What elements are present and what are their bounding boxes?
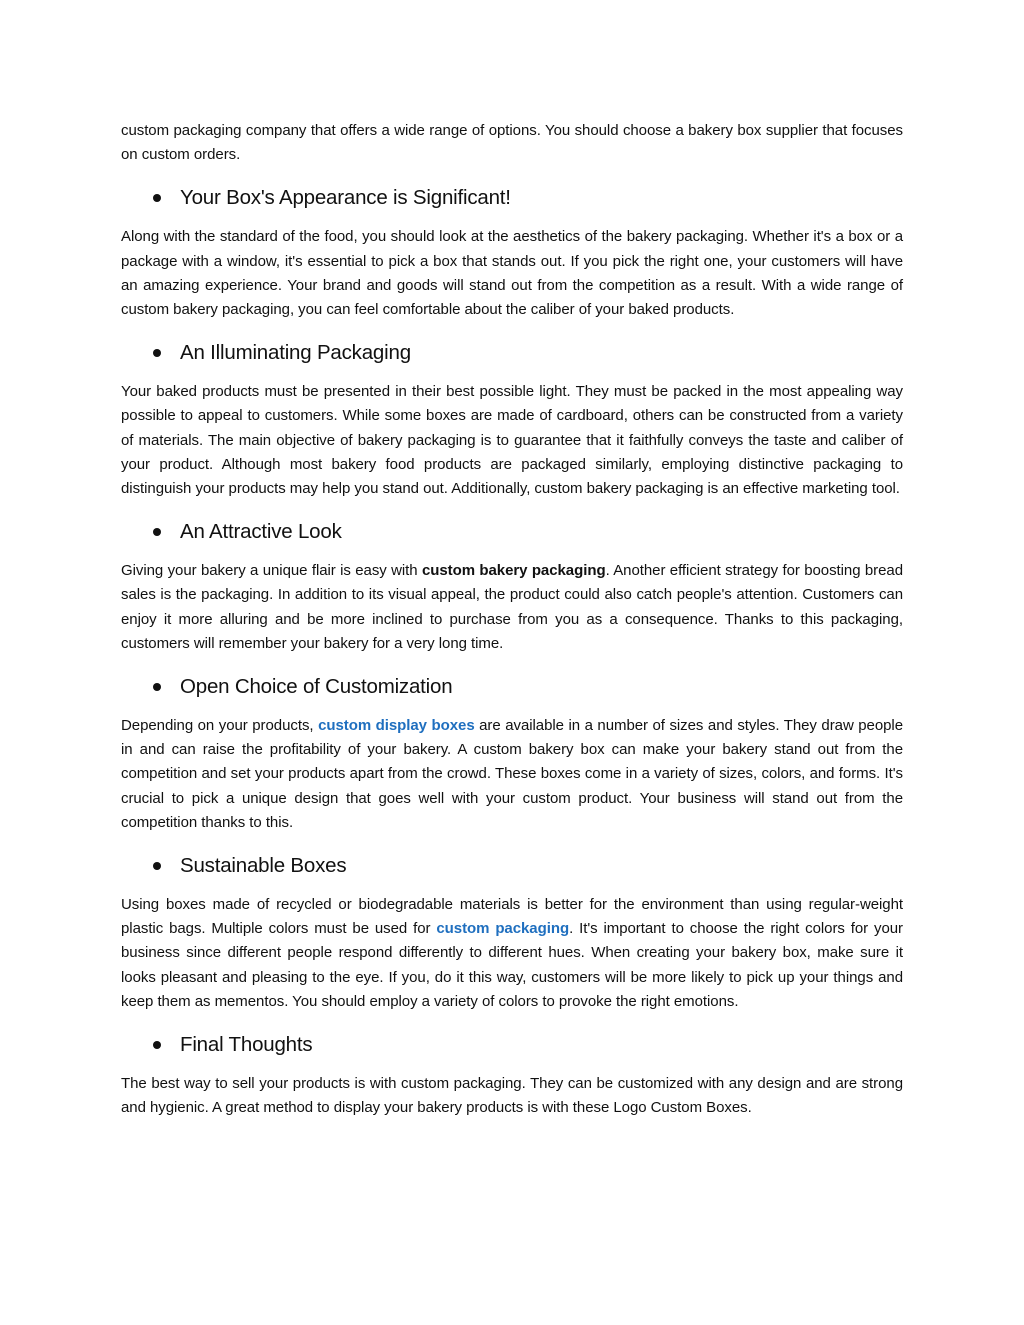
section-heading-final-thoughts (121, 1031, 903, 1059)
body-text: Using boxes made of recycled or biodegradable materials is better for the environment than using regular-weight plastic bags. Multiple colors must be used for (121, 896, 903, 938)
section-body-illuminating: Your baked products must be presented in their best possible light. They must be packed in the most appealing way possible to appeal to customers. While some boxes are made of cardboard, others can be constructed from a variety of materials. The main objective of bakery packaging is to guarantee that it faithfully conveys the taste and caliber of your product. Although most bakery food products are packaged similarly, employing distinctive packaging to distinguish your products may help you stand out. Additionally, custom bakery packaging is an effective marketing tool. (121, 383, 903, 498)
section-heading-illuminating (121, 339, 903, 367)
section-body-sustainable (121, 893, 903, 1014)
section-body-attractive (121, 559, 903, 656)
custom-display-boxes-link[interactable]: custom display boxes (318, 717, 475, 735)
section-heading-text: Open Choice of Customization (180, 675, 453, 699)
bold-keyword: custom bakery packaging (421, 562, 606, 580)
bullet-icon (153, 194, 161, 202)
intro-paragraph: custom packaging company that offers a wide range of options. You should choose a bakery box supplier that focuses on custom orders. (121, 122, 903, 164)
section-heading-appearance (121, 184, 903, 212)
document-page (121, 119, 903, 1120)
section-heading-text: Your Box's Appearance is Significant! (180, 186, 511, 210)
bullet-icon (153, 683, 161, 691)
section-heading-text: An Illuminating Packaging (180, 341, 411, 365)
body-text: are available in a number of sizes and styles. They draw people in and can raise the profitability of your bakery. A custom bakery box can make your bakery stand out from the competition and set your products apart from the crowd. These boxes come in a variety of sizes, colors, and forms. It's crucial to pick a unique design that goes well with your custom product. Your business will stand out from the competition thanks to this. (121, 717, 903, 831)
section-heading-attractive (121, 518, 903, 546)
section-heading-sustainable (121, 852, 903, 880)
body-text: Depending on your products, (121, 717, 319, 735)
section-body-final-thoughts: The best way to sell your products is with custom packaging. They can be customized with any design and are strong and hygienic. A great method to display your bakery products is with these Logo Custom Boxes. (121, 1075, 903, 1117)
section-body-customization (121, 714, 903, 835)
section-heading-text: Final Thoughts (180, 1033, 313, 1057)
section-body-appearance: Along with the standard of the food, you should look at the aesthetics of the bakery packaging. Whether it's a box or a package with a window, it's essential to pick a box that stands out. If you pick the right one, your customers will have an amazing experience. Your brand and goods will stand out from the competition as a result. With a wide range of custom bakery packaging, you can feel comfortable about the caliber of your baked products. (121, 228, 903, 319)
custom-packaging-link[interactable]: custom packaging (436, 920, 570, 938)
bullet-icon (153, 349, 161, 357)
bullet-icon (153, 528, 161, 536)
body-text: . Another efficient strategy for boosting bread sales is the packaging. In addition to its visual appeal, the product could also catch people's attention. Customers can enjoy it more alluring and be more inclined to purchase from you as a consequence. Thanks to this packaging, customers will remember your bakery for a very long time. (121, 562, 903, 652)
body-text: Giving your bakery a unique flair is easy with (121, 562, 422, 580)
section-heading-text: Sustainable Boxes (180, 854, 347, 878)
bullet-icon (153, 862, 161, 870)
body-text: . It's important to choose the right colors for your business since different people respond differently to different hues. When creating your bakery box, make sure it looks pleasant and pleasing to the eye. If you, do it this way, customers will be more likely to pick up your things and keep them as mementos. You should employ a variety of colors to provoke the right emotions. (121, 920, 903, 1010)
section-heading-text: An Attractive Look (180, 520, 342, 544)
bullet-icon (153, 1041, 161, 1049)
section-heading-customization (121, 673, 903, 701)
